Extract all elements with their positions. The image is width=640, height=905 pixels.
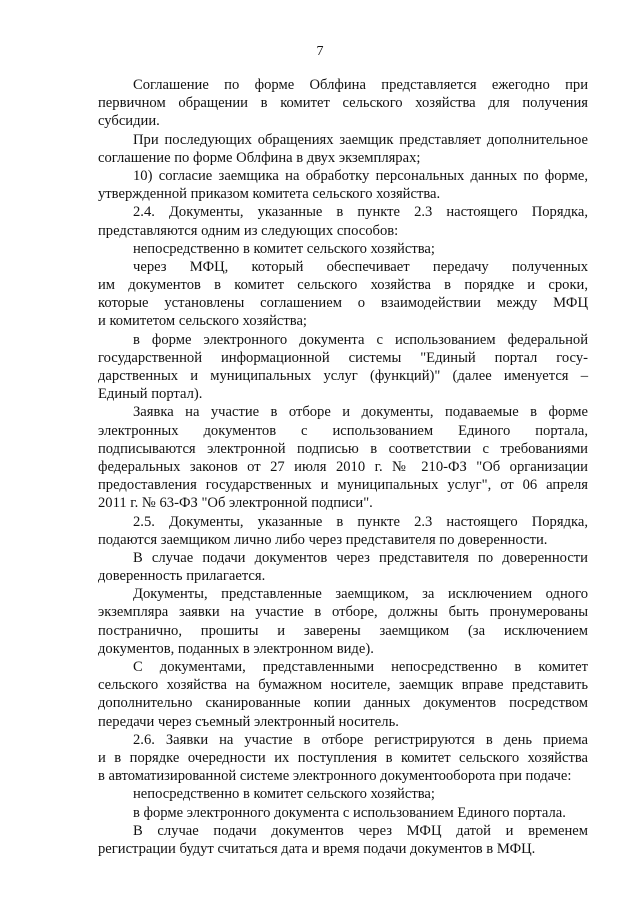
document-body bbox=[98, 76, 588, 858]
text-line: непосредственно в комитет сельского хозяйства; bbox=[133, 786, 435, 803]
text-line: постранично, прошиты и заверены заемщиком (за исключением bbox=[98, 622, 588, 639]
text-line: 2.4. Документы, указанные в пункте 2.3 настоящего Порядка, bbox=[133, 204, 588, 221]
text-line: сельского хозяйства на бумажном носителе, заемщик вправе представить bbox=[98, 677, 588, 694]
text-line: документов, поданных в электронном виде). bbox=[98, 640, 374, 657]
text-line: им документов в комитет сельского хозяйства в порядке и сроки, bbox=[98, 277, 588, 294]
text-line: в форме электронного документа с использованием Единого портала. bbox=[133, 804, 566, 821]
text-line: предоставления государственных и муниципальных услуг", от 06 апреля bbox=[98, 477, 588, 494]
text-line: передачи через съемный электронный носитель. bbox=[98, 713, 399, 730]
text-line: федеральных законов от 27 июля 2010 г. № 210-ФЗ "Об организации bbox=[98, 458, 588, 475]
text-line: В случае подачи документов через МФЦ датой и временем bbox=[133, 822, 588, 839]
text-line: Соглашение по форме Облфина представляется ежегодно при bbox=[133, 77, 588, 93]
text-line: доверенность прилагается. bbox=[98, 568, 266, 585]
text-line: 10) согласие заемщика на обработку персональных данных по форме, bbox=[133, 167, 588, 184]
text-line: регистрации будут считаться дата и время подачи документов в МФЦ. bbox=[98, 840, 536, 857]
text-line: 2.5. Документы, указанные в пункте 2.3 настоящего Порядка, bbox=[133, 513, 588, 530]
text-line: Единый портал). bbox=[98, 386, 203, 403]
text-line: утвержденной приказом комитета сельского хозяйства. bbox=[98, 186, 441, 203]
text-line: и комитетом сельского хозяйства; bbox=[98, 313, 307, 330]
text-line: первичном обращении в комитет сельского хозяйства для получения bbox=[98, 95, 588, 112]
text-line: 2.6. Заявки на участие в отборе регистрируются в день приема bbox=[133, 731, 588, 748]
text-line: в форме электронного документа с использованием федеральной bbox=[133, 331, 588, 348]
text-line: Документы, представленные заемщиком, за исключением одного bbox=[133, 586, 588, 603]
text-line: субсидии. bbox=[98, 113, 160, 130]
text-line: экземпляра заявки на участие в отборе, должны быть пронумерованы bbox=[98, 604, 588, 621]
text-line: электронных документов с использованием Единого портала, bbox=[98, 422, 588, 439]
text-line: В случае подачи документов через представителя по доверенности bbox=[133, 549, 588, 566]
text-line: которые установлены соглашением о взаимодействии между МФЦ bbox=[98, 295, 588, 312]
text-line: подписываются электронной подписью в соответствии с требованиями bbox=[98, 440, 588, 457]
text-line: соглашение по форме Облфина в двух экземплярах; bbox=[98, 149, 421, 166]
text-line: 2011 г. № 63-ФЗ "Об электронной подписи". bbox=[98, 495, 373, 512]
text-line: дарственных и муниципальных услуг (функций)" (далее именуется – bbox=[98, 368, 588, 384]
text-line: в автоматизированной системе электронного документооборота при подаче: bbox=[98, 768, 572, 785]
text-line: государственной информационной системы "Единый портал госу- bbox=[98, 349, 588, 366]
text-line: Заявка на участие в отборе и документы, подаваемые в форме bbox=[133, 404, 588, 421]
page-number: 7 bbox=[316, 44, 324, 59]
text-line: и в порядке очередности их поступления в комитет сельского хозяйства bbox=[98, 749, 588, 766]
text-line: непосредственно в комитет сельского хозяйства; bbox=[133, 240, 435, 257]
text-line: через МФЦ, который обеспечивает передачу полученных bbox=[133, 258, 588, 275]
text-line: дополнительно сканированные копии данных документов посредством bbox=[98, 695, 588, 712]
text-line: При последующих обращениях заемщик представляет дополнительное bbox=[133, 131, 588, 148]
text-line: С документами, представленными непосредственно в комитет bbox=[133, 659, 588, 675]
text-line: подаются заемщиком лично либо через представителя по доверенности. bbox=[98, 531, 548, 548]
text-line: представляются одним из следующих способов: bbox=[98, 222, 399, 239]
